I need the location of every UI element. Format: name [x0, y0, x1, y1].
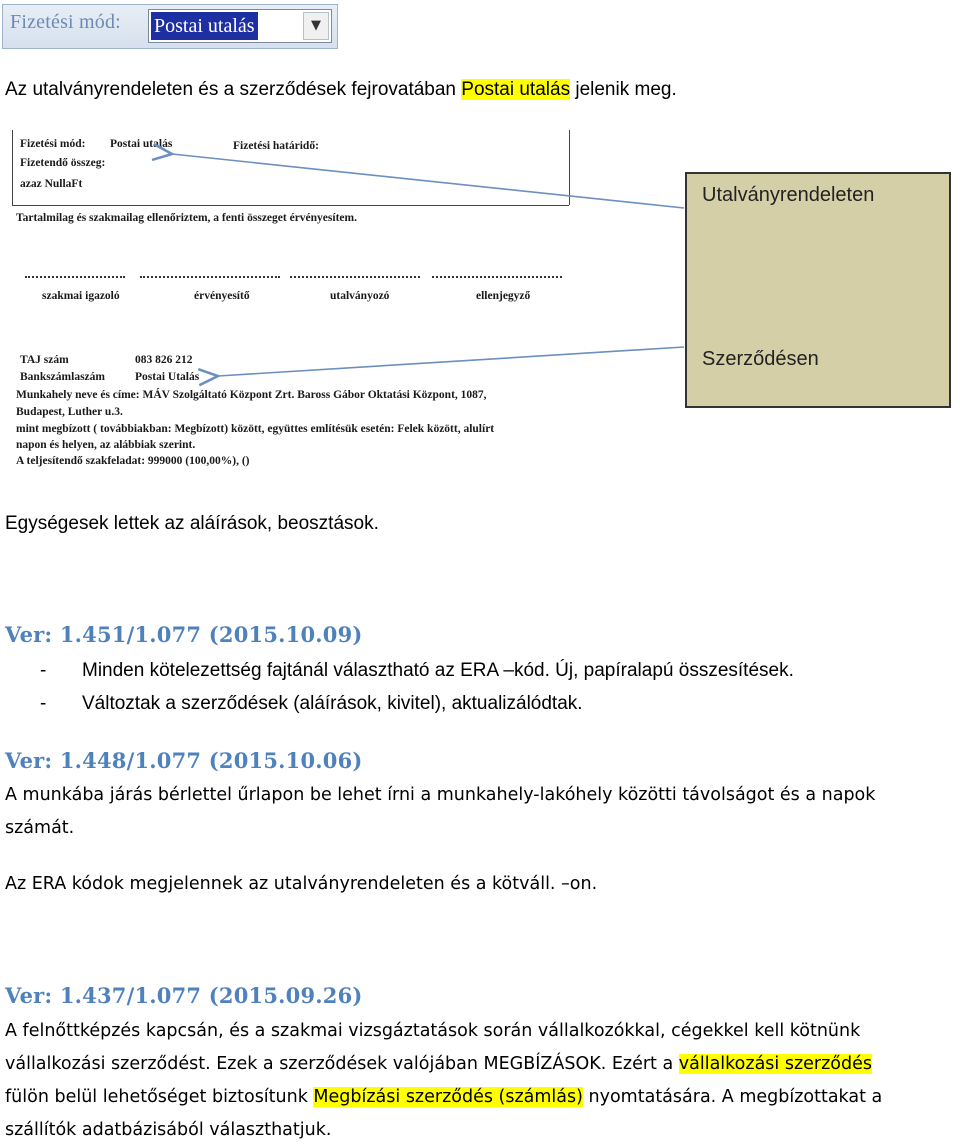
v437-line-2-text: vállalkozási szerződést. Ezek a szerződések valójában MEGBÍZÁSOK. Ezért a: [5, 1054, 679, 1074]
scan-workplace-line-5: A teljesítendő szakfeladat: 999000 (100,00%), (): [16, 455, 250, 467]
bullet-text: Minden kötelezettség fajtánál választható az ERA –kód. Új, papíralapú összesítések.: [82, 660, 794, 681]
callout-contract: Szerződésen: [702, 348, 819, 370]
bullet-dash: -: [40, 693, 47, 714]
scan-amount-label: Fizetendő összeg:: [20, 157, 106, 169]
callout-voucher: Utalványrendeleten: [702, 184, 875, 206]
highlight-mandate-contract: Megbízási szerződés (számlás): [313, 1087, 583, 1107]
chevron-down-icon[interactable]: ▼: [303, 12, 329, 40]
version-heading-1451: Ver: 1.451/1.077 (2015.10.09): [5, 622, 363, 647]
signature-label-countersigner: ellenjegyző: [476, 290, 531, 302]
scan-workplace-line-2: Budapest, Luther u.3.: [16, 406, 123, 418]
callout-arrows: [0, 0, 960, 520]
scan-bank-value: Postai Utalás: [135, 371, 200, 383]
highlight-contract-tab: vállalkozási szerződés: [678, 1054, 872, 1074]
scan-verification-text: Tartalmilag és szakmailag ellenőriztem, a fenti összeget érvényesítem.: [16, 212, 357, 224]
scan-payment-deadline: Fizetési határidő:: [233, 140, 319, 152]
scan-payment-value: Postai utalás: [110, 138, 173, 150]
payment-method-label: Fizetési mód:: [10, 11, 121, 33]
scan-payment-label: Fizetési mód:: [20, 138, 86, 150]
v437-line-3-text-a: fülön belül lehetőséget biztosítunk: [5, 1087, 314, 1107]
arrow-to-contract: [218, 347, 684, 376]
signature-label-authorizer: utalványozó: [330, 290, 390, 302]
intro-text-after: jelenik meg.: [570, 79, 677, 100]
scan-amount-words: azaz NullaFt: [20, 178, 83, 190]
v437-line-4: szállítók adatbázisából választhatjuk.: [5, 1120, 332, 1140]
arrow-to-voucher: [172, 154, 684, 208]
signature-label-professional: szakmai igazoló: [42, 290, 120, 302]
payment-method-value: Postai utalás: [151, 12, 258, 40]
v437-line-1: A felnőttképzés kapcsán, és a szakmai vizsgáztatások során vállalkozókkal, cégekkel kell kötnünk: [5, 1021, 861, 1041]
v448-paragraph-2: Az ERA kódok megjelennek az utalványrendeleten és a kötváll. –on.: [5, 874, 598, 894]
bullet-dash: -: [40, 660, 47, 681]
version-heading-1437: Ver: 1.437/1.077 (2015.09.26): [5, 983, 363, 1008]
v448-paragraph-1-line-1: A munkába járás bérlettel űrlapon be lehet írni a munkahely-lakóhely közötti távolságot és a napok: [5, 785, 876, 805]
scan-taj-value: 083 826 212: [135, 354, 193, 366]
intro-text-before: Az utalványrendeleten és a szerződések fejrovatában: [5, 79, 462, 100]
scan-workplace-line-4: napon és helyen, az alábbiak szerint.: [16, 439, 196, 451]
scan-taj-label: TAJ szám: [20, 354, 69, 366]
v437-line-3: [5, 1081, 882, 1114]
scan-workplace-line-1: Munkahely neve és címe: MÁV Szolgáltató Központ Zrt. Baross Gábor Oktatási Központ, 1087,: [16, 389, 487, 401]
v437-line-2: [5, 1048, 872, 1081]
v437-line-3-text-b: nyomtatására. A megbízottakat a: [582, 1087, 883, 1107]
v448-paragraph-1-line-2: számát.: [5, 818, 75, 838]
version-heading-1448: Ver: 1.448/1.077 (2015.10.06): [5, 748, 363, 773]
scan-bank-label: Bankszámlaszám: [20, 371, 105, 383]
units-sentence: Egységesek lettek az aláírások, beosztások.: [5, 513, 379, 534]
signature-label-validator: érvényesítő: [194, 290, 250, 302]
intro-highlight: Postai utalás: [461, 79, 571, 100]
bullet-text: Változtak a szerződések (aláírások, kivitel), aktualizálódtak.: [82, 693, 583, 714]
scan-workplace-line-3: mint megbízott ( továbbiakban: Megbízott) között, együttes említésük esetén: Felek között, alulírt: [16, 423, 495, 435]
